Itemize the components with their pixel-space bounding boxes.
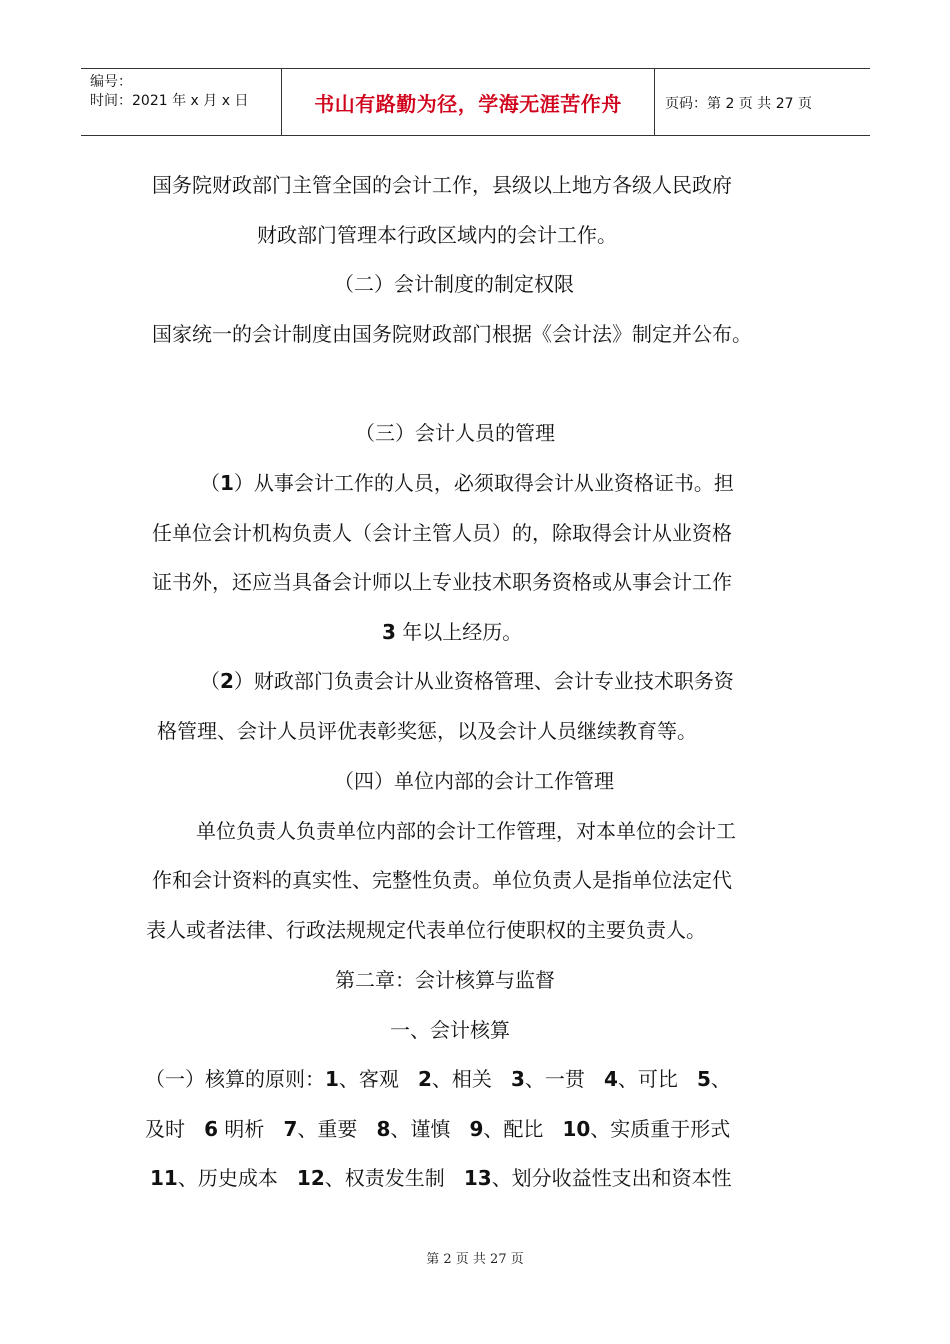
line-text: 、: [710, 1067, 731, 1091]
item-number: 8: [376, 1117, 391, 1141]
paragraph-line: 格管理、会计人员评优表彰奖惩，以及会计人员继续教育等。: [157, 719, 697, 743]
item-number: 12: [296, 1166, 325, 1190]
paragraph-line: 证书外，还应当具备会计师以上专业技术职务资格或从事会计工作: [152, 570, 732, 594]
time-label: 时间：2021 年 x 月 x 日: [90, 93, 249, 109]
line-text: 、配比: [483, 1117, 563, 1141]
item-number: 11: [150, 1166, 178, 1190]
item-number: 1: [325, 1067, 339, 1091]
section-heading: （三）会计人员的管理: [355, 421, 555, 445]
header-meta-cell: [81, 69, 282, 135]
paragraph-line: 国务院财政部门主管全国的会计工作，县级以上地方各级人民政府: [152, 173, 732, 197]
line-text: 、重要: [297, 1117, 377, 1141]
line-text: 、谨慎: [390, 1117, 470, 1141]
number-label: 编号：: [90, 74, 132, 90]
paragraph-line: 表人或者法律、行政法规规定代表单位行使职权的主要负责人。: [146, 918, 706, 942]
line-text: 、划分收益性支出和资本性: [491, 1166, 732, 1190]
paragraph-line: [200, 667, 734, 695]
header-page-cell: [655, 69, 870, 135]
header-motto-cell: [282, 69, 655, 135]
paragraph-line: [145, 1065, 731, 1093]
item-number: 5: [697, 1067, 711, 1091]
motto: 书山有路勤为径，学海无涯苦作舟: [314, 92, 622, 116]
paragraph-line: [150, 1164, 732, 1192]
paren-open: （: [200, 669, 220, 693]
page-footer: 第 2 页 共 27 页: [426, 1252, 524, 1267]
paragraph-line: [382, 618, 522, 646]
line-text: （一）核算的原则：: [145, 1067, 325, 1091]
item-number: 13: [463, 1166, 492, 1190]
section-heading: （二）会计制度的制定权限: [334, 272, 574, 296]
item-number: 3: [382, 620, 396, 644]
line-text: 、客观: [338, 1067, 418, 1091]
page-code: 页码：第 2 页 共 27 页: [665, 96, 812, 112]
paragraph-line: 作和会计资料的真实性、完整性负责。单位负责人是指单位法定代: [152, 868, 732, 892]
document-header: [81, 68, 870, 136]
item-number: 10: [562, 1117, 591, 1141]
paragraph-line: 任单位会计机构负责人（会计主管人员）的，除取得会计从业资格: [152, 521, 732, 545]
paragraph-line: [145, 1115, 730, 1143]
line-text: 明析: [218, 1117, 284, 1141]
section-heading: 一、会计核算: [390, 1018, 510, 1042]
item-number: 2: [418, 1067, 432, 1091]
paragraph-line: 国家统一的会计制度由国务院财政部门根据《会计法》制定并公布。: [152, 322, 752, 346]
line-text: 、权责发生制: [324, 1166, 464, 1190]
item-number: 2: [220, 669, 234, 693]
section-heading: （四）单位内部的会计工作管理: [334, 769, 614, 793]
paragraph-line: 单位负责人负责单位内部的会计工作管理，对本单位的会计工: [196, 819, 736, 843]
item-number: 3: [511, 1067, 525, 1091]
item-number: 1: [220, 471, 234, 495]
paragraph-line: 财政部门管理本行政区域内的会计工作。: [257, 223, 617, 247]
line-text: 、实质重于形式: [590, 1117, 731, 1141]
chapter-heading: 第二章：会计核算与监督: [335, 968, 555, 992]
item-number: 7: [283, 1117, 298, 1141]
item-number: 9: [469, 1117, 484, 1141]
line-text: ）财政部门负责会计从业资格管理、会计专业技术职务资: [233, 669, 734, 693]
line-text: 、相关: [431, 1067, 511, 1091]
paragraph-line: [200, 469, 734, 497]
line-text: 年以上经历。: [395, 620, 523, 644]
paren-open: （: [200, 471, 220, 495]
item-number: 4: [604, 1067, 618, 1091]
line-text: 、历史成本: [177, 1166, 297, 1190]
line-text: 及时: [145, 1117, 205, 1141]
line-text: ）从事会计工作的人员，必须取得会计从业资格证书。担: [233, 471, 734, 495]
line-text: 、一贯: [524, 1067, 604, 1091]
item-number: 6: [204, 1117, 218, 1141]
line-text: 、可比: [617, 1067, 697, 1091]
